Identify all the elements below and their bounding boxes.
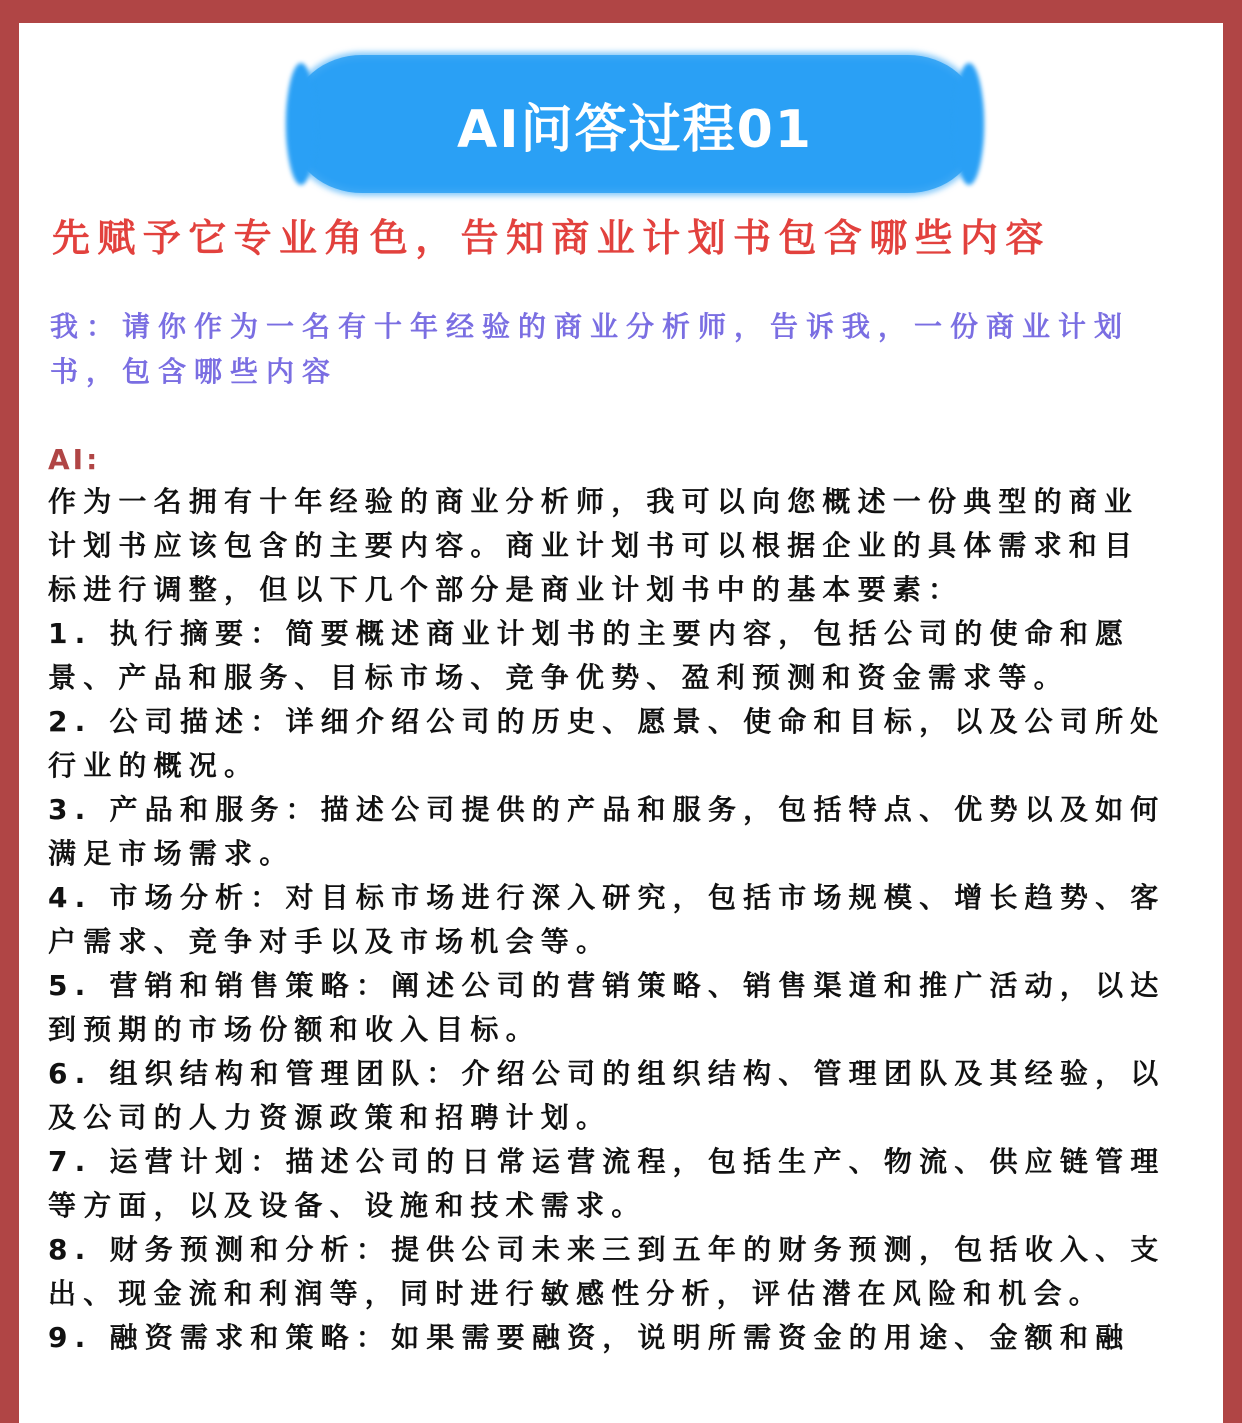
answer-item-6: 6. 组织结构和管理团队：介绍公司的组织结构、管理团队及其经验，以及公司的人力资源政策和招聘计划。 xyxy=(48,1057,1166,1134)
page-title: AI问答过程01 xyxy=(457,99,813,160)
ai-label: AI: xyxy=(48,443,101,476)
answer-item-3: 3. 产品和服务：描述公司提供的产品和服务，包括特点、优势以及如何满足市场需求。 xyxy=(48,793,1166,870)
answer-item-5: 5. 营销和销售策略：阐述公司的营销策略、销售渠道和推广活动，以达到预期的市场份额和收入目标。 xyxy=(48,969,1166,1046)
title-banner xyxy=(292,55,978,193)
answer-item-1: 1. 执行摘要：简要概述商业计划书的主要内容，包括公司的使命和愿景、产品和服务、目标市场、竞争优势、盈利预测和资金需求等。 xyxy=(48,617,1131,694)
answer-item-8: 8. 财务预测和分析：提供公司未来三到五年的财务预测，包括收入、支出、现金流和利润等，同时进行敏感性分析，评估潜在风险和机会。 xyxy=(48,1233,1166,1310)
answer-item-9: 9. 融资需求和策略：如果需要融资，说明所需资金的用途、金额和融 xyxy=(48,1321,1131,1354)
subtitle: 先赋予它专业角色，告知商业计划书包含哪些内容 xyxy=(52,216,1051,260)
answer-item-2: 2. 公司描述：详细介绍公司的历史、愿景、使命和目标，以及公司所处行业的概况。 xyxy=(48,705,1166,782)
ai-answer xyxy=(48,480,1173,1360)
answer-intro: 作为一名拥有十年经验的商业分析师，我可以向您概述一份典型的商业计划书应该包含的主要内容。商业计划书可以根据企业的具体需求和目标进行调整，但以下几个部分是商业计划书中的基本要素： xyxy=(48,485,1140,606)
answer-item-4: 4. 市场分析：对目标市场进行深入研究，包括市场规模、增长趋势、客户需求、竞争对手以及市场机会等。 xyxy=(48,881,1166,958)
answer-item-7: 7. 运营计划：描述公司的日常运营流程，包括生产、物流、供应链管理等方面，以及设备、设施和技术需求。 xyxy=(48,1145,1166,1222)
user-prompt: 我：请你作为一名有十年经验的商业分析师，告诉我，一份商业计划书，包含哪些内容 xyxy=(50,310,1131,388)
